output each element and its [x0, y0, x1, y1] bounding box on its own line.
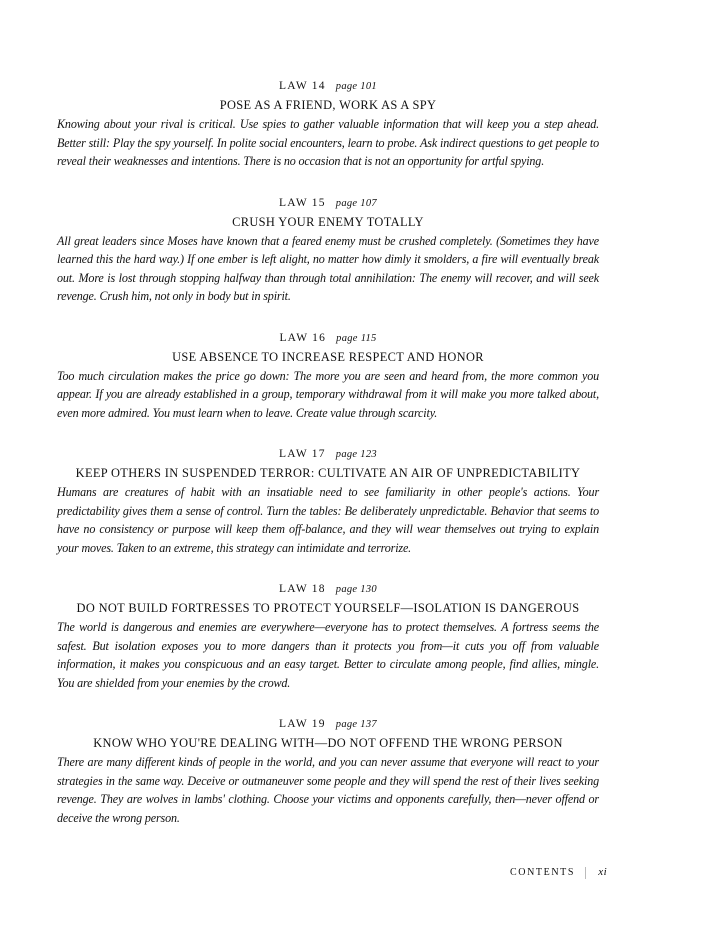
- law-summary: There are many different kinds of people in the world, and you can never assume that everyone will react to your strategies in the same way. Deceive or outmaneuver some people and they will spend the rest of their lives seeking revenge. They are wolves in lambs' clothing. Choose your victims and opponents carefully, then—never offend or deceive the wrong person.: [57, 755, 599, 825]
- law-title: CRUSH YOUR ENEMY TOTALLY: [232, 214, 424, 229]
- law-page-ref: page 137: [335, 719, 377, 730]
- law-label: LAW: [279, 331, 309, 344]
- footer-divider: [585, 867, 586, 879]
- law-heading: [57, 582, 599, 597]
- law-entry-19: [57, 717, 599, 827]
- law-summary: The world is dangerous and enemies are everywhere—everyone has to protect themselves. A fortress seems the safest. But isolation exposes you to more dangers than it protects you from—it cuts you off from valuable information, it makes you conspicuous and an easy target. Better to circulate among people, find allies, mingle. You are shielded from your enemies by the crowd.: [57, 620, 599, 690]
- law-entry-14: [57, 79, 599, 171]
- law-label: LAW: [279, 448, 308, 460]
- law-title: POSE AS A FRIEND, WORK AS A SPY: [219, 98, 437, 112]
- law-number: 15: [311, 196, 326, 209]
- law-entry-17: [57, 447, 599, 557]
- law-number: 17: [311, 448, 326, 460]
- law-title: KEEP OTHERS IN SUSPENDED TERROR: CULTIVATE AN AIR OF UNPREDICTABILITY: [75, 466, 581, 480]
- law-heading: [57, 717, 599, 732]
- law-page-ref: page 123: [335, 449, 377, 460]
- law-summary: Knowing about your rival is critical. Use spies to gather valuable information that will keep you a step ahead. Better still: Play the spy yourself. In polite social encounters, learn to probe. Ask indirect questions to get people to reveal their weaknesses and intentions. There is no occasion that is not an opportunity for artful spying.: [57, 117, 599, 168]
- law-entry-15: [57, 196, 599, 306]
- law-summary: All great leaders since Moses have known that a feared enemy must be crushed completely. (Sometimes they have learned this the hard way.) If one ember is left alight, no matter how dimly it smolders, a fire will eventually break out. More is lost through stopping halfway than through total annihilation: The enemy will recover, and will seek revenge. Crush him, not only in body but in spirit.: [57, 233, 599, 303]
- law-title: DO NOT BUILD FORTRESSES TO PROTECT YOURSELF—ISOLATION IS DANGEROUS: [76, 601, 580, 615]
- law-summary: Humans are creatures of habit with an insatiable need to see familiarity in other people's actions. Your predictability gives them a sense of control. Turn the tables: Be deliberately unpredictable. Behavior that seems to have no consistency or purpose will keep them off-balance, and they will wear themselves out trying to explain your moves. Taken to an extreme, this strategy can intimidate and terrorize.: [57, 485, 599, 555]
- page-number: xi: [598, 866, 608, 878]
- law-number: 19: [311, 718, 326, 730]
- law-title: USE ABSENCE TO INCREASE RESPECT AND HONOR: [172, 349, 484, 364]
- law-entry-16: [57, 331, 599, 423]
- law-number: 18: [311, 583, 326, 595]
- law-heading: [57, 447, 599, 462]
- law-heading: [57, 196, 599, 211]
- law-page-ref: page 115: [336, 332, 377, 344]
- law-label: LAW: [279, 583, 308, 595]
- law-heading: [57, 331, 599, 346]
- law-page-ref: page 107: [335, 197, 377, 209]
- law-number: 14: [311, 80, 326, 92]
- law-label: LAW: [279, 196, 308, 209]
- contents-page: [57, 79, 599, 852]
- law-heading: [57, 79, 599, 94]
- law-label: LAW: [279, 718, 308, 730]
- law-entry-18: [57, 582, 599, 692]
- page-footer: [510, 866, 607, 879]
- law-page-ref: page 101: [335, 81, 377, 92]
- running-footer-section: CONTENTS: [510, 867, 576, 878]
- law-summary: Too much circulation makes the price go down: The more you are seen and heard from, the more common you appear. If you are already established in a group, temporary withdrawal from it will make you more talked about, even more admired. You must learn when to leave. Create value through scarcity.: [57, 368, 599, 420]
- law-title: KNOW WHO YOU'RE DEALING WITH—DO NOT OFFEND THE WRONG PERSON: [93, 736, 563, 750]
- law-page-ref: page 130: [335, 584, 377, 595]
- law-label: LAW: [279, 80, 308, 92]
- law-number: 16: [312, 331, 327, 344]
